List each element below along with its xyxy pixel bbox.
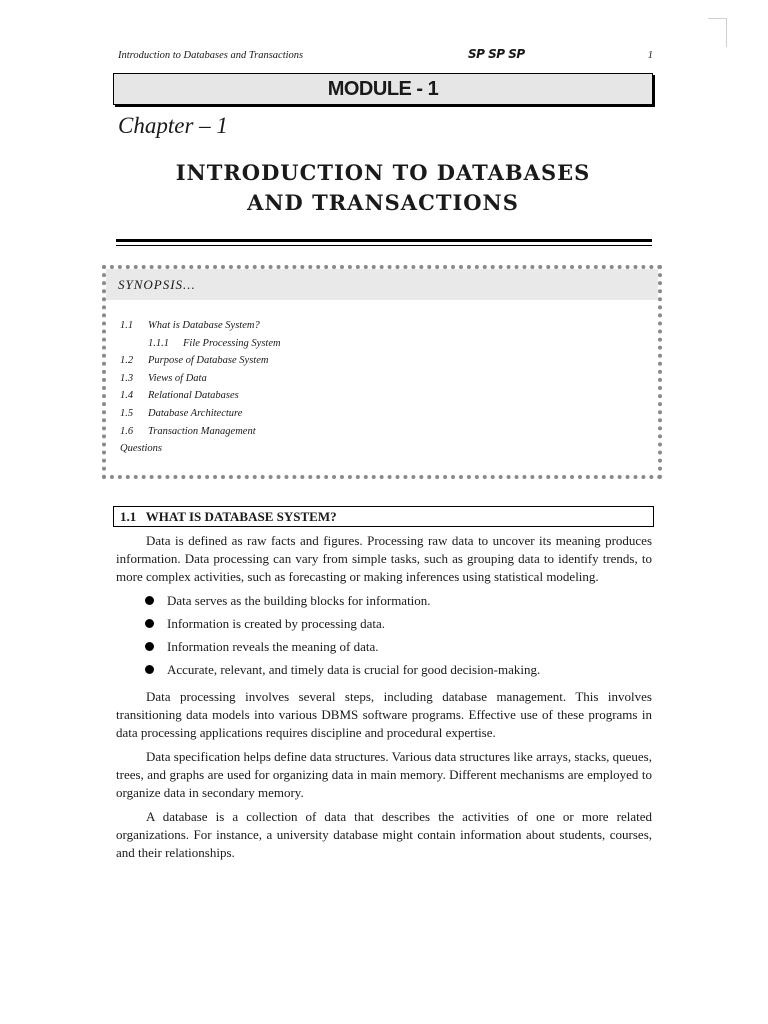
bullet-list <box>116 592 652 684</box>
divider-thick <box>116 239 652 242</box>
chapter-title-line-2: AND TRANSACTIONS <box>247 190 519 215</box>
chapter-label: Chapter – 1 <box>118 113 228 138</box>
page-number: 1 <box>647 50 653 61</box>
synopsis-list <box>120 317 281 458</box>
list-item: 1.1 What is Database System? <box>120 320 260 331</box>
list-item: Information is created by processing data. <box>116 615 652 638</box>
list-item: 1.3 Views of Data <box>120 372 207 384</box>
paragraph: Data specification helps define data structures. Various data structures like arrays, stacks, queues, trees, and graphs are used for organizing data in main memory. Different mechanisms are employed to organize data in secondary memory. <box>116 749 652 800</box>
synopsis-heading: SYNOPSIS... <box>106 269 658 300</box>
running-title: Introduction to Databases and Transactions <box>118 50 304 61</box>
chapter-title <box>113 158 653 218</box>
page-corner-mark <box>708 18 727 47</box>
paragraph: Data is defined as raw facts and figures. Processing raw data to uncover its meaning produces information. Data processing can vary from simple tasks, such as grouping data to identify trends, to more complex activities, such as forecasting or making inferences using statistical modeling. <box>116 533 652 584</box>
list-item: 1.4 Relational Databases <box>120 390 239 402</box>
list-item: 1.6 Transaction Management <box>120 425 256 437</box>
list-item: Questions <box>120 443 162 455</box>
chapter-title-line-1: INTRODUCTION TO DATABASES <box>175 160 591 185</box>
bullet-icon <box>145 665 154 674</box>
module-banner: MODULE - 1 <box>113 73 653 105</box>
bullet-icon <box>145 619 154 628</box>
divider-thin <box>116 245 652 246</box>
section-body <box>116 532 652 868</box>
bullet-icon <box>145 596 154 605</box>
paragraph: A database is a collection of data that describes the activities of one or more related organizations. For instance, a university database might contain information about students, courses, and their relationships. <box>116 809 652 860</box>
list-item: Information reveals the meaning of data. <box>116 638 652 661</box>
list-item: Accurate, relevant, and timely data is crucial for good decision-making. <box>116 661 652 684</box>
list-item: 1.2 Purpose of Database System <box>120 355 269 367</box>
list-item: Data serves as the building blocks for information. <box>116 592 652 615</box>
paragraph: Data processing involves several steps, including database management. This involves transitioning data models into various DBMS software programs. Effective use of these programs in data processing applications requires discipline and procedural expertise. <box>116 689 652 740</box>
section-heading: 1.1 WHAT IS DATABASE SYSTEM? <box>113 506 654 527</box>
list-item: 1.1.1 File Processing System <box>148 337 281 349</box>
bullet-icon <box>145 642 154 651</box>
synopsis-box <box>102 265 662 479</box>
list-item: 1.5 Database Architecture <box>120 407 243 419</box>
publisher-logo: SP SP SP <box>468 47 525 61</box>
running-header <box>118 47 653 66</box>
